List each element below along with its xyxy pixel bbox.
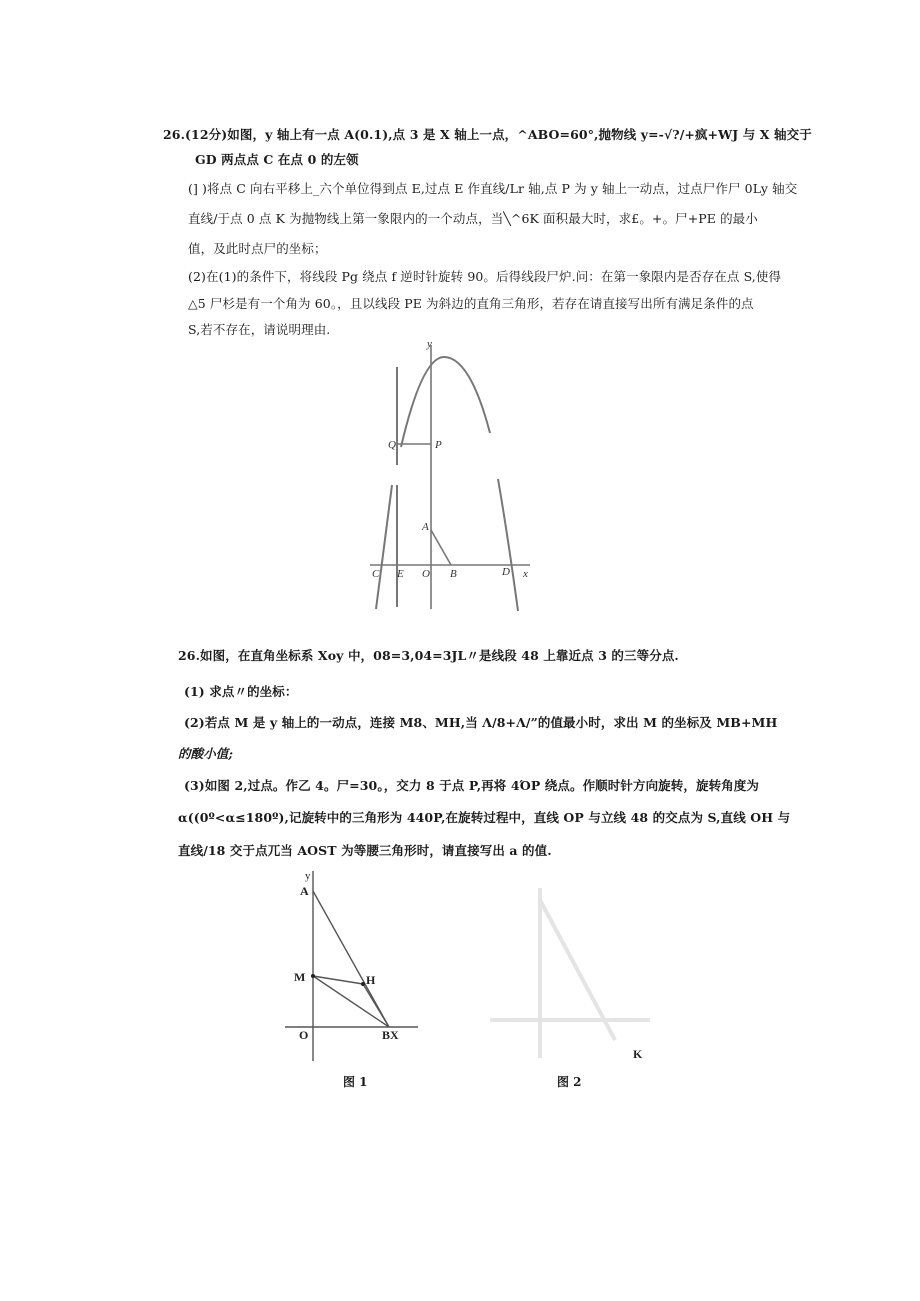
label-d: D	[502, 566, 510, 578]
p1-line-7: △5 尸杉是有一个角为 60。，且以线段 PE 为斜边的直角三角形，若存在请直接写出所有满足条件的点	[188, 296, 754, 311]
p1-line-5: 值，及此时点尸的坐标；	[188, 241, 327, 256]
fig1-segment-hb	[363, 984, 389, 1027]
label-a: A	[422, 521, 429, 533]
p2-line-6: α((0º<α≤180º),记旋转中的三角形为 440P,在旋转过程中，直线 OP 与立线 48 的交点为 S,直线 OH 与	[178, 810, 791, 825]
caption-figure-1: 图 1	[343, 1075, 368, 1089]
fig1-segment-ab	[313, 891, 389, 1027]
p2-line-1: 26.如图，在直角坐标系 Xoy 中，08=3,04=3JL〃是线段 48 上靠近点 3 的三等分点.	[178, 648, 679, 663]
p1-line-4: 直线/于点 0 点 K 为抛物线上第一象限内的一个动点，当╲^6K 面积最大时，求£。+。尸+PE 的最小	[188, 211, 758, 226]
parabola-figure	[360, 337, 540, 615]
parabola-upper	[401, 357, 490, 447]
p1-line-8: S,若不存在，请说明理由.	[188, 322, 331, 337]
p2-line-5: (3)如图 2,过点。作乙 4。尸=30。，交力 8 于点 P,再将 4ΌP 绕点。作顺时针方向旋转，旋转角度为	[184, 778, 759, 793]
parabola-lower-left	[376, 485, 392, 609]
triangle-figure-1	[283, 865, 423, 1065]
fig1-label-bx: BX	[382, 1028, 399, 1042]
fig1-segment-mb	[313, 976, 389, 1027]
fig1-label-h: H	[366, 973, 376, 987]
p1-line-3: (] )将点 C 向右平移上_六个单位得到点 E,过点 E 作直线/Lr 轴,点 P 为 y 轴上一动点，过点尸作尸 0Ly 轴交	[188, 181, 798, 196]
fig1-point-h	[361, 982, 365, 986]
fig1-point-m	[311, 974, 315, 978]
p2-line-4: 的酸小值;	[178, 746, 234, 761]
p1-line-1: 26.(12分)如图，y 轴上有一点 A(0.1),点 3 是 X 轴上一点，^ABO=60°,抛物线 y=-√?/+疯+WJ 与 X 轴交于	[163, 127, 812, 142]
label-y: y	[427, 338, 432, 350]
label-c: C	[372, 568, 380, 580]
segment-ab	[431, 530, 451, 565]
p2-line-7: 直线/18 交于点兀当 AOST 为等腰三角形时，请直接写出 a 的值.	[178, 843, 552, 858]
triangle-figure-2	[490, 880, 660, 1065]
p1-line-2: GD 两点点 C 在点 0 的左领	[195, 152, 359, 167]
caption-figure-2: 图 2	[557, 1075, 582, 1089]
p2-line-3: (2)若点 M 是 y 轴上的一动点，连接 M8、MH,当 Λ/8+Λ/”的值最小时，求出 M 的坐标及 MB+MH	[184, 715, 778, 730]
fig1-label-y: y	[305, 870, 311, 882]
fig2-label-k: K	[633, 1047, 643, 1061]
fig1-label-m: M	[294, 970, 306, 984]
fig1-label-a: A	[300, 884, 309, 898]
label-p: P	[435, 439, 442, 451]
parabola-lower-right	[498, 479, 518, 611]
label-o: O	[422, 568, 430, 580]
label-e: E	[397, 568, 404, 580]
p1-line-6: (2)在(1)的条件下，将线段 Pg 绕点 f 逆时针旋转 90。后得线段尸炉.问：在第一象限内是否存在点 S,使得	[188, 269, 782, 284]
fig1-label-o: O	[299, 1028, 309, 1042]
label-b: B	[450, 568, 457, 580]
label-x: x	[523, 568, 528, 580]
label-q: Q	[388, 439, 396, 451]
p2-line-2: (1) 求点〃的坐标：	[184, 684, 298, 699]
fig1-segment-mh	[313, 976, 363, 984]
